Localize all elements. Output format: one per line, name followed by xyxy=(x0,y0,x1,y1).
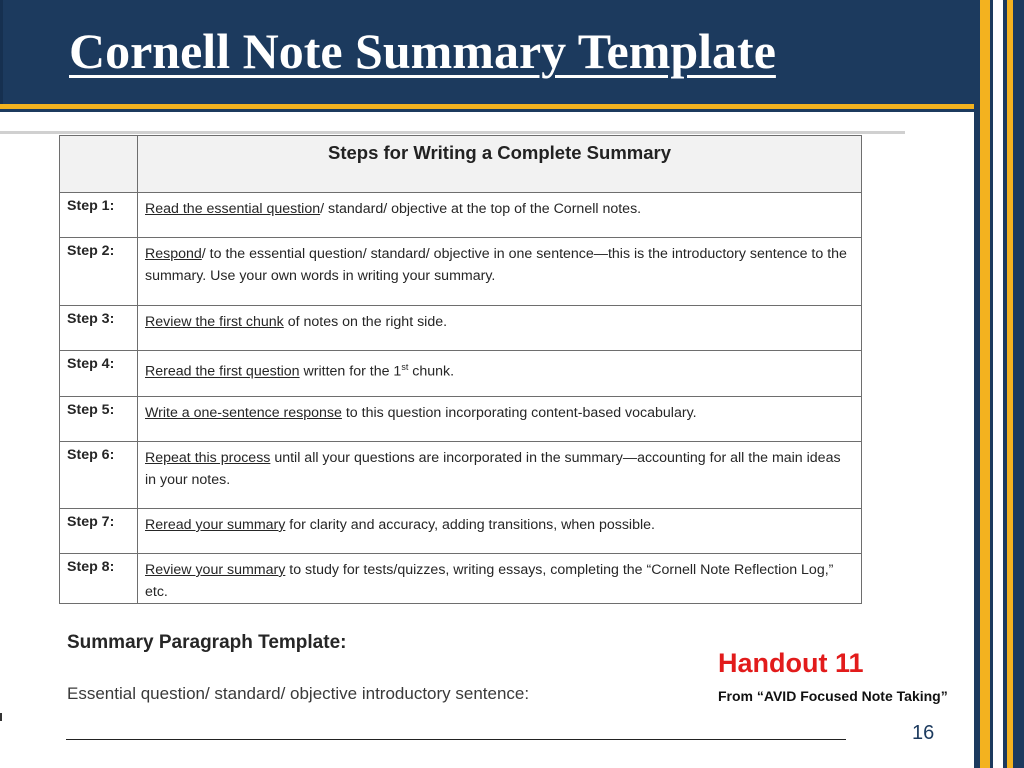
handout-source: From “AVID Focused Note Taking” xyxy=(718,688,948,704)
table-row xyxy=(60,238,862,306)
step-rest: until all your questions are incorporated in the summary—accounting for all the main ideas in your notes. xyxy=(145,450,841,488)
step-rest-2: chunk. xyxy=(408,363,455,380)
step-label: Step 3: xyxy=(60,306,138,351)
table-row xyxy=(60,193,862,238)
step-label: Step 4: xyxy=(60,351,138,397)
step-superscript: st xyxy=(401,362,409,372)
table-row xyxy=(60,442,862,509)
table-row xyxy=(60,397,862,442)
stripe-gold-1 xyxy=(980,0,990,768)
step-label: Step 1: xyxy=(60,193,138,238)
step-text xyxy=(138,193,862,238)
table-title: Steps for Writing a Complete Summary xyxy=(328,142,671,163)
header-blank-cell xyxy=(60,136,138,193)
page-number: 16 xyxy=(912,722,935,744)
step-rest: of notes on the right side. xyxy=(283,314,448,330)
step-label: Step 6: xyxy=(60,442,138,509)
step-link: Write a one-sentence response xyxy=(145,405,342,421)
step-text xyxy=(138,351,862,397)
step-text xyxy=(138,238,862,306)
step-link: Reread the first question xyxy=(145,363,300,380)
step-rest: to this question incorporating content-based vocabulary. xyxy=(341,405,697,421)
step-link: Repeat this process xyxy=(145,450,271,466)
step-text xyxy=(138,397,862,442)
step-rest: / to the essential question/ standard/ objective in one sentence—this is the introductory sentence to the summary. Use your own words in writing your summary. xyxy=(145,246,847,284)
decorative-stripes xyxy=(974,0,1024,768)
steps-table xyxy=(59,135,862,604)
margin-mark xyxy=(0,713,2,721)
step-label: Step 7: xyxy=(60,509,138,554)
header-title-cell xyxy=(138,136,862,193)
stripe-navy-4 xyxy=(1013,0,1024,768)
step-label: Step 8: xyxy=(60,554,138,604)
table-row xyxy=(60,554,862,604)
step-text xyxy=(138,306,862,351)
page-title: Cornell Note Summary Template xyxy=(69,23,776,79)
title-banner xyxy=(0,0,983,104)
template-title: Summary Paragraph Template: xyxy=(67,632,347,653)
step-rest: for clarity and accuracy, adding transitions, when possible. xyxy=(285,517,655,533)
step-label: Step 5: xyxy=(60,397,138,442)
step-link: Review the first chunk xyxy=(145,314,284,330)
step-text xyxy=(138,554,862,604)
stripe-white xyxy=(993,0,1003,768)
navy-divider xyxy=(0,109,980,112)
handout-label: Handout 11 xyxy=(718,648,864,678)
content-separator xyxy=(0,131,905,134)
template-intro: Essential question/ standard/ objective introductory sentence: xyxy=(67,684,530,703)
step-rest: / standard/ objective at the top of the Cornell notes. xyxy=(320,201,642,217)
step-link: Respond xyxy=(145,246,202,262)
step-text xyxy=(138,509,862,554)
step-link: Reread your summary xyxy=(145,517,286,533)
table-header-row xyxy=(60,136,862,193)
step-rest: written for the 1 xyxy=(299,363,402,380)
step-link: Read the essential question xyxy=(145,201,321,217)
step-text xyxy=(138,442,862,509)
table-row xyxy=(60,306,862,351)
step-label: Step 2: xyxy=(60,238,138,306)
table-row xyxy=(60,509,862,554)
writing-line xyxy=(66,739,846,740)
step-rest: to study for tests/quizzes, writing essays, completing the “Cornell Note Reflection Log,” etc. xyxy=(145,562,834,600)
table-row xyxy=(60,351,862,397)
step-link: Review your summary xyxy=(145,562,286,578)
